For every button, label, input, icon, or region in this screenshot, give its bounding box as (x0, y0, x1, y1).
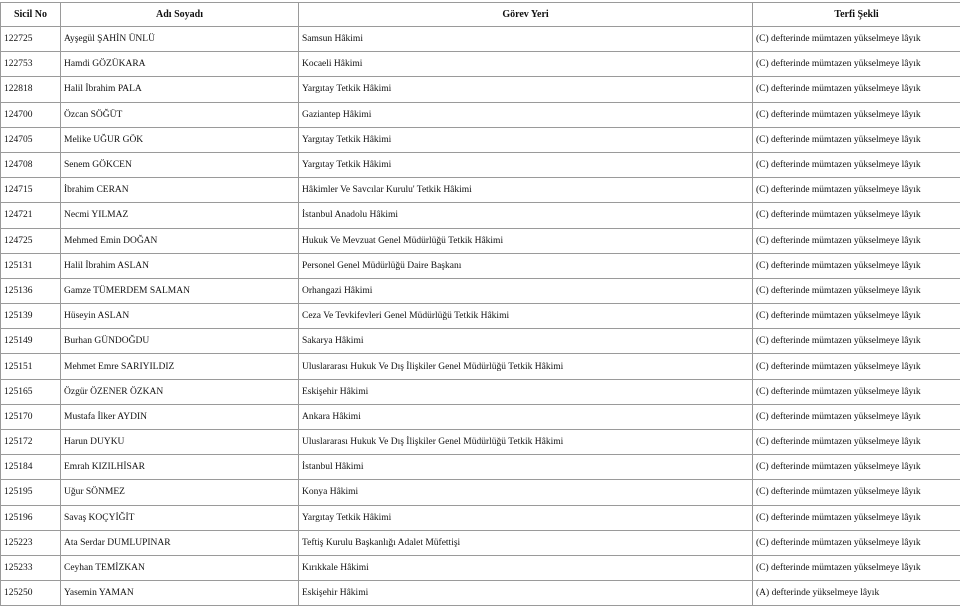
cell-gorev-yeri: Uluslararası Hukuk Ve Dış İlişkiler Genel Müdürlüğü Tetkik Hâkimi (299, 430, 753, 455)
table-row (1, 404, 960, 429)
cell-adi-soyadi: Özgür ÖZENER ÖZKAN (61, 379, 299, 404)
cell-sicil-no: 122725 (1, 27, 61, 52)
cell-sicil-no: 124721 (1, 203, 61, 228)
cell-terfi-sekli: (C) defterinde mümtazen yükselmeye lâyık (753, 27, 960, 52)
cell-gorev-yeri: Ceza Ve Tevkifevleri Genel Müdürlüğü Tetkik Hâkimi (299, 304, 753, 329)
cell-gorev-yeri: Hâkimler Ve Savcılar Kurulu' Tetkik Hâkimi (299, 178, 753, 203)
cell-gorev-yeri: Eskişehir Hâkimi (299, 379, 753, 404)
header-gorev-yeri: Görev Yeri (299, 3, 753, 27)
table-header-row (1, 3, 960, 27)
cell-gorev-yeri: Eskişehir Hâkimi (299, 581, 753, 606)
cell-gorev-yeri: Ankara Hâkimi (299, 404, 753, 429)
cell-terfi-sekli: (C) defterinde mümtazen yükselmeye lâyık (753, 203, 960, 228)
cell-adi-soyadi: Yasemin YAMAN (61, 581, 299, 606)
cell-terfi-sekli: (C) defterinde mümtazen yükselmeye lâyık (753, 102, 960, 127)
cell-gorev-yeri: Yargıtay Tetkik Hâkimi (299, 127, 753, 152)
cell-terfi-sekli: (C) defterinde mümtazen yükselmeye lâyık (753, 379, 960, 404)
table-row (1, 581, 960, 606)
cell-sicil-no: 122818 (1, 77, 61, 102)
table-row (1, 102, 960, 127)
cell-adi-soyadi: Ceyhan TEMİZKAN (61, 555, 299, 580)
cell-adi-soyadi: Melike UĞUR GÖK (61, 127, 299, 152)
cell-gorev-yeri: Samsun Hâkimi (299, 27, 753, 52)
cell-sicil-no: 125195 (1, 480, 61, 505)
cell-adi-soyadi: Burhan GÜNDOĞDU (61, 329, 299, 354)
table-row (1, 152, 960, 177)
cell-adi-soyadi: Ata Serdar DUMLUPINAR (61, 530, 299, 555)
cell-sicil-no: 125136 (1, 278, 61, 303)
cell-sicil-no: 125170 (1, 404, 61, 429)
header-adi-soyadi: Adı Soyadı (61, 3, 299, 27)
header-terfi-sekli: Terfi Şekli (753, 3, 960, 27)
table-row (1, 77, 960, 102)
cell-terfi-sekli: (C) defterinde mümtazen yükselmeye lâyık (753, 430, 960, 455)
cell-sicil-no: 124700 (1, 102, 61, 127)
cell-adi-soyadi: Harun DUYKU (61, 430, 299, 455)
cell-terfi-sekli: (C) defterinde mümtazen yükselmeye lâyık (753, 354, 960, 379)
cell-gorev-yeri: Yargıtay Tetkik Hâkimi (299, 77, 753, 102)
cell-adi-soyadi: Halil İbrahim PALA (61, 77, 299, 102)
cell-gorev-yeri: Kocaeli Hâkimi (299, 52, 753, 77)
cell-sicil-no: 125151 (1, 354, 61, 379)
table-row (1, 27, 960, 52)
cell-gorev-yeri: Kırıkkale Hâkimi (299, 555, 753, 580)
table-row (1, 178, 960, 203)
cell-gorev-yeri: Hukuk Ve Mevzuat Genel Müdürlüğü Tetkik Hâkimi (299, 228, 753, 253)
table-row (1, 555, 960, 580)
cell-gorev-yeri: Sakarya Hâkimi (299, 329, 753, 354)
cell-terfi-sekli: (C) defterinde mümtazen yükselmeye lâyık (753, 329, 960, 354)
table-row (1, 530, 960, 555)
cell-terfi-sekli: (C) defterinde mümtazen yükselmeye lâyık (753, 304, 960, 329)
table-row (1, 354, 960, 379)
cell-sicil-no: 125184 (1, 455, 61, 480)
cell-terfi-sekli: (C) defterinde mümtazen yükselmeye lâyık (753, 555, 960, 580)
cell-sicil-no: 125172 (1, 430, 61, 455)
cell-sicil-no: 125233 (1, 555, 61, 580)
table-row (1, 253, 960, 278)
cell-adi-soyadi: Mustafa İlker AYDIN (61, 404, 299, 429)
cell-adi-soyadi: Savaş KOÇYİĞİT (61, 505, 299, 530)
cell-sicil-no: 125250 (1, 581, 61, 606)
cell-gorev-yeri: Uluslararası Hukuk Ve Dış İlişkiler Genel Müdürlüğü Tetkik Hâkimi (299, 354, 753, 379)
cell-sicil-no: 125149 (1, 329, 61, 354)
cell-terfi-sekli: (C) defterinde mümtazen yükselmeye lâyık (753, 278, 960, 303)
cell-terfi-sekli: (C) defterinde mümtazen yükselmeye lâyık (753, 152, 960, 177)
cell-gorev-yeri: Yargıtay Tetkik Hâkimi (299, 505, 753, 530)
cell-sicil-no: 125196 (1, 505, 61, 530)
table-row (1, 304, 960, 329)
cell-adi-soyadi: Gamze TÜMERDEM SALMAN (61, 278, 299, 303)
cell-sicil-no: 124705 (1, 127, 61, 152)
cell-terfi-sekli: (C) defterinde mümtazen yükselmeye lâyık (753, 52, 960, 77)
cell-adi-soyadi: Mehmed Emin DOĞAN (61, 228, 299, 253)
cell-gorev-yeri: Personel Genel Müdürlüğü Daire Başkanı (299, 253, 753, 278)
cell-terfi-sekli: (A) defterinde yükselmeye lâyık (753, 581, 960, 606)
cell-terfi-sekli: (C) defterinde mümtazen yükselmeye lâyık (753, 505, 960, 530)
table-row (1, 329, 960, 354)
cell-adi-soyadi: Ayşegül ŞAHİN ÜNLÜ (61, 27, 299, 52)
cell-terfi-sekli: (C) defterinde mümtazen yükselmeye lâyık (753, 480, 960, 505)
cell-gorev-yeri: Yargıtay Tetkik Hâkimi (299, 152, 753, 177)
cell-gorev-yeri: Konya Hâkimi (299, 480, 753, 505)
table-row (1, 228, 960, 253)
cell-sicil-no: 125223 (1, 530, 61, 555)
cell-terfi-sekli: (C) defterinde mümtazen yükselmeye lâyık (753, 127, 960, 152)
cell-sicil-no: 125165 (1, 379, 61, 404)
cell-adi-soyadi: Senem GÖKCEN (61, 152, 299, 177)
cell-adi-soyadi: Emrah KIZILHİSAR (61, 455, 299, 480)
cell-adi-soyadi: İbrahim CERAN (61, 178, 299, 203)
cell-terfi-sekli: (C) defterinde mümtazen yükselmeye lâyık (753, 178, 960, 203)
table-row (1, 505, 960, 530)
cell-gorev-yeri: İstanbul Hâkimi (299, 455, 753, 480)
table-row (1, 52, 960, 77)
cell-sicil-no: 125131 (1, 253, 61, 278)
cell-gorev-yeri: Orhangazi Hâkimi (299, 278, 753, 303)
table-row (1, 379, 960, 404)
cell-terfi-sekli: (C) defterinde mümtazen yükselmeye lâyık (753, 530, 960, 555)
cell-sicil-no: 125139 (1, 304, 61, 329)
promotion-table (0, 2, 960, 606)
cell-sicil-no: 124725 (1, 228, 61, 253)
cell-sicil-no: 122753 (1, 52, 61, 77)
cell-sicil-no: 124708 (1, 152, 61, 177)
cell-terfi-sekli: (C) defterinde mümtazen yükselmeye lâyık (753, 455, 960, 480)
cell-adi-soyadi: Hamdi GÖZÜKARA (61, 52, 299, 77)
table-row (1, 278, 960, 303)
table-body (1, 27, 960, 606)
cell-adi-soyadi: Hüseyin ASLAN (61, 304, 299, 329)
cell-adi-soyadi: Uğur SÖNMEZ (61, 480, 299, 505)
cell-sicil-no: 124715 (1, 178, 61, 203)
cell-terfi-sekli: (C) defterinde mümtazen yükselmeye lâyık (753, 77, 960, 102)
cell-adi-soyadi: Özcan SÖĞÜT (61, 102, 299, 127)
cell-gorev-yeri: Gaziantep Hâkimi (299, 102, 753, 127)
cell-adi-soyadi: Halil İbrahim ASLAN (61, 253, 299, 278)
table-row (1, 430, 960, 455)
table-row (1, 127, 960, 152)
cell-terfi-sekli: (C) defterinde mümtazen yükselmeye lâyık (753, 404, 960, 429)
cell-gorev-yeri: Teftiş Kurulu Başkanlığı Adalet Müfettişi (299, 530, 753, 555)
table-row (1, 455, 960, 480)
table-row (1, 203, 960, 228)
cell-adi-soyadi: Necmi YILMAZ (61, 203, 299, 228)
cell-gorev-yeri: İstanbul Anadolu Hâkimi (299, 203, 753, 228)
cell-terfi-sekli: (C) defterinde mümtazen yükselmeye lâyık (753, 253, 960, 278)
cell-terfi-sekli: (C) defterinde mümtazen yükselmeye lâyık (753, 228, 960, 253)
header-sicil-no: Sicil No (1, 3, 61, 27)
table-row (1, 480, 960, 505)
cell-adi-soyadi: Mehmet Emre SARIYILDIZ (61, 354, 299, 379)
